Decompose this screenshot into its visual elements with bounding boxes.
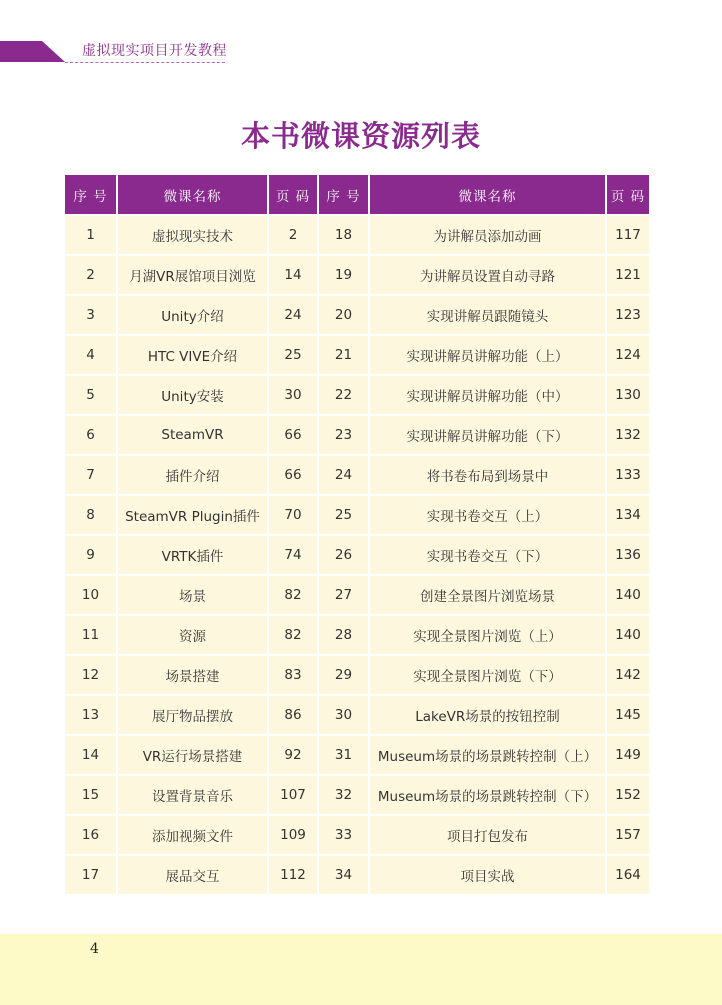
row-index: 34 [318,855,369,894]
page-number-cell: 24 [268,295,318,335]
page-number-cell: 14 [268,255,318,295]
course-name: Museum场景的场景跳转控制（下） [369,775,606,815]
row-index: 14 [65,735,117,775]
row-index: 4 [65,335,117,375]
table-row [65,295,649,335]
page-number-cell: 149 [606,735,649,775]
row-index: 12 [65,655,117,695]
header-accent-tab [0,41,65,62]
page-number-cell: 145 [606,695,649,735]
page-number-cell: 2 [268,215,318,255]
course-name: 实现全景图片浏览（下） [369,655,606,695]
row-index: 20 [318,295,369,335]
table-row [65,495,649,535]
page-number: 4 [90,941,99,957]
course-name: 资源 [117,615,268,655]
page-number-cell: 109 [268,815,318,855]
row-index: 21 [318,335,369,375]
table-row [65,335,649,375]
column-header-page: 页 码 [268,175,318,215]
course-name: 插件介绍 [117,455,268,495]
course-name: LakeVR场景的按钮控制 [369,695,606,735]
course-name: VRTK插件 [117,535,268,575]
row-index: 7 [65,455,117,495]
page-number-cell: 25 [268,335,318,375]
column-header-name: 微课名称 [369,175,606,215]
course-name: 实现书卷交互（下） [369,535,606,575]
page-number-cell: 30 [268,375,318,415]
page-number-cell: 134 [606,495,649,535]
column-header-name: 微课名称 [117,175,268,215]
page-number-cell: 82 [268,575,318,615]
page-number-cell: 74 [268,535,318,575]
row-index: 31 [318,735,369,775]
row-index: 11 [65,615,117,655]
row-index: 26 [318,535,369,575]
course-name: 为讲解员添加动画 [369,215,606,255]
page-number-cell: 86 [268,695,318,735]
page-number-cell: 133 [606,455,649,495]
page-number-cell: 83 [268,655,318,695]
page-number-cell: 112 [268,855,318,894]
page-number-cell: 92 [268,735,318,775]
page-number-cell: 130 [606,375,649,415]
table-row [65,375,649,415]
row-index: 33 [318,815,369,855]
course-name: SteamVR [117,415,268,455]
course-name: 场景 [117,575,268,615]
table-row [65,215,649,255]
footer-band [0,934,722,1005]
page-number-cell: 121 [606,255,649,295]
page-number-cell: 107 [268,775,318,815]
row-index: 27 [318,575,369,615]
page-number-cell: 152 [606,775,649,815]
table-row [65,775,649,815]
course-name: 月湖VR展馆项目浏览 [117,255,268,295]
table-row [65,615,649,655]
row-index: 18 [318,215,369,255]
row-index: 1 [65,215,117,255]
row-index: 8 [65,495,117,535]
row-index: 30 [318,695,369,735]
page-number-cell: 66 [268,455,318,495]
table-header-row [65,175,649,215]
course-name: 添加视频文件 [117,815,268,855]
course-name: 实现讲解员讲解功能（中） [369,375,606,415]
table-row [65,735,649,775]
table-body [65,215,649,894]
page-number-cell: 136 [606,535,649,575]
course-name: 虚拟现实技术 [117,215,268,255]
table-row [65,855,649,894]
table-row [65,655,649,695]
page-number-cell: 117 [606,215,649,255]
row-index: 3 [65,295,117,335]
page-number-cell: 123 [606,295,649,335]
course-name: 实现全景图片浏览（上） [369,615,606,655]
course-name: 实现讲解员讲解功能（下） [369,415,606,455]
row-index: 28 [318,615,369,655]
course-name: 项目打包发布 [369,815,606,855]
course-name: 为讲解员设置自动寻路 [369,255,606,295]
row-index: 10 [65,575,117,615]
header-divider [65,62,225,63]
row-index: 17 [65,855,117,894]
course-name: 实现讲解员跟随镜头 [369,295,606,335]
course-name: 实现书卷交互（上） [369,495,606,535]
course-name: 展品交互 [117,855,268,894]
page-number-cell: 132 [606,415,649,455]
page-number-cell: 82 [268,615,318,655]
table-row [65,695,649,735]
course-name: 场景搭建 [117,655,268,695]
row-index: 19 [318,255,369,295]
page-number-cell: 124 [606,335,649,375]
page-number-cell: 140 [606,575,649,615]
row-index: 6 [65,415,117,455]
page-number-cell: 70 [268,495,318,535]
course-name: 创建全景图片浏览场景 [369,575,606,615]
table-row [65,255,649,295]
column-header-page: 页 码 [606,175,649,215]
course-name: 设置背景音乐 [117,775,268,815]
table-row [65,535,649,575]
course-name: HTC VIVE介绍 [117,335,268,375]
column-header-index: 序 号 [318,175,369,215]
table-row [65,415,649,455]
row-index: 29 [318,655,369,695]
course-name: 将书卷布局到场景中 [369,455,606,495]
page-number-cell: 157 [606,815,649,855]
course-name: Unity介绍 [117,295,268,335]
page-title: 本书微课资源列表 [240,119,481,153]
page-number-cell: 140 [606,615,649,655]
row-index: 16 [65,815,117,855]
page-number-cell: 142 [606,655,649,695]
course-name: Museum场景的场景跳转控制（上） [369,735,606,775]
row-index: 25 [318,495,369,535]
row-index: 2 [65,255,117,295]
row-index: 24 [318,455,369,495]
course-name: VR运行场景搭建 [117,735,268,775]
book-title: 虚拟现实项目开发教程 [82,43,227,59]
row-index: 5 [65,375,117,415]
table-row [65,575,649,615]
course-name: 实现讲解员讲解功能（上） [369,335,606,375]
page-number-cell: 164 [606,855,649,894]
resource-table [65,175,649,894]
row-index: 15 [65,775,117,815]
course-name: 展厅物品摆放 [117,695,268,735]
course-name: Unity安装 [117,375,268,415]
row-index: 32 [318,775,369,815]
page-number-cell: 66 [268,415,318,455]
row-index: 22 [318,375,369,415]
row-index: 23 [318,415,369,455]
table-row [65,455,649,495]
course-name: 项目实战 [369,855,606,894]
column-header-index: 序 号 [65,175,117,215]
table-row [65,815,649,855]
row-index: 13 [65,695,117,735]
course-name: SteamVR Plugin插件 [117,495,268,535]
row-index: 9 [65,535,117,575]
